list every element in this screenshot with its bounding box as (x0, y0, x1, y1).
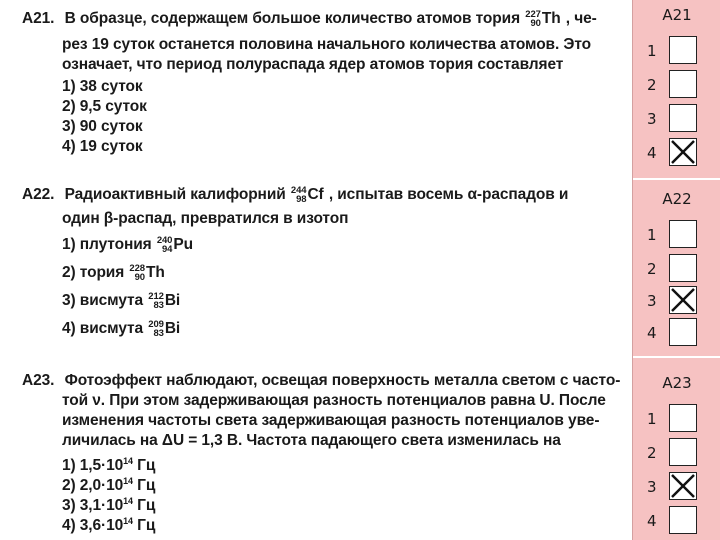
question-text: В образце, содержащем большое количество атомов тория (64, 10, 521, 28)
nuclide-option (129, 264, 164, 282)
question-text: Радиоактивный калифорний (64, 186, 286, 204)
option-number: 1 (647, 410, 657, 428)
nuclide-option (148, 292, 180, 310)
atomic-number: 98 (296, 194, 307, 205)
answer-option (62, 516, 155, 535)
answer-option-a23-3[interactable] (633, 472, 720, 502)
checkbox[interactable] (669, 220, 697, 248)
answer-option-a22-4[interactable] (633, 318, 720, 348)
mass-number: 209 (148, 319, 164, 330)
answer-option-a23-1[interactable] (633, 404, 720, 434)
answer-option-a23-4[interactable] (633, 506, 720, 536)
option-number: 3 (647, 292, 657, 310)
mass-number: 228 (129, 263, 145, 274)
question-a21-line-1 (22, 10, 597, 28)
question-text: Фотоэффект наблюдают, освещая поверхность металла светом с часто- (64, 372, 621, 389)
question-text: один β-распад, превратился в изотоп (62, 210, 349, 227)
checkbox[interactable] (669, 138, 697, 166)
option-number: 4 (647, 324, 657, 342)
question-text: рез 19 суток останется половина начального количества атомов. Это (62, 36, 591, 53)
answer-option-a22-1[interactable] (633, 220, 720, 250)
checkbox[interactable] (669, 104, 697, 132)
element-symbol: Bi (164, 320, 181, 337)
atomic-number: 94 (162, 244, 173, 255)
nuclide-option (148, 320, 180, 338)
option-number: 2 (647, 260, 657, 278)
question-text: изменения частоты света задерживающая разность потенциалов уве- (62, 412, 600, 429)
question-number: А21. (22, 10, 55, 28)
x-mark-icon (670, 473, 696, 499)
question-number: А22. (22, 186, 55, 204)
option-number: 3 (647, 110, 657, 128)
answer-section-title-a21: A21 (662, 6, 692, 24)
answer-option: 4) 19 суток (62, 138, 143, 155)
option-unit: Гц (132, 497, 156, 515)
answer-option (62, 456, 155, 475)
option-exponent: 14 (123, 456, 133, 466)
option-text: 4) 3,6·10 (62, 517, 124, 535)
question-text: той ν. При этом задерживающая разность потенциалов равна U. После (62, 392, 606, 409)
answer-section-title-a22: A22 (662, 190, 692, 208)
nuclide-option (157, 236, 193, 254)
question-text: , испытав восемь α-распадов и (328, 186, 569, 204)
option-exponent: 14 (123, 476, 133, 486)
option-number: 2 (647, 444, 657, 462)
option-exponent: 14 (123, 516, 133, 526)
checkbox[interactable] (669, 254, 697, 282)
checkbox[interactable] (669, 318, 697, 346)
question-number: А23. (22, 372, 55, 389)
atomic-number: 90 (134, 272, 145, 283)
section-divider (633, 178, 720, 180)
answer-option-a21-2[interactable] (633, 70, 720, 100)
atomic-number: 90 (530, 18, 541, 29)
checkbox[interactable] (669, 286, 697, 314)
question-text: означает, что период полураспада ядер атомов тория составляет (62, 56, 564, 73)
answer-option (62, 476, 155, 495)
answer-option (62, 264, 166, 282)
answer-option-a22-3[interactable] (633, 286, 720, 316)
mass-number: 212 (148, 291, 164, 302)
atomic-number: 83 (153, 300, 164, 311)
checkbox[interactable] (669, 70, 697, 98)
nuclide-californium (291, 186, 324, 204)
atomic-number: 83 (153, 328, 164, 339)
answer-option (62, 292, 181, 310)
question-text: личилась на ΔU = 1,3 В. Частота падающего света изменилась на (62, 432, 561, 449)
question-a23-line-1 (22, 372, 620, 390)
option-unit: Гц (132, 477, 156, 495)
option-text: 3) висмута (62, 292, 144, 310)
option-number: 1 (647, 226, 657, 244)
option-number: 1 (647, 42, 657, 60)
answer-option-a22-2[interactable] (633, 254, 720, 284)
option-text: 2) тория (62, 264, 125, 282)
answer-option (62, 236, 194, 254)
element-symbol: Cf (307, 186, 324, 203)
option-number: 4 (647, 512, 657, 530)
answer-option: 2) 9,5 суток (62, 98, 147, 115)
checkbox[interactable] (669, 438, 697, 466)
element-symbol: Bi (164, 292, 181, 309)
answer-option-a21-3[interactable] (633, 104, 720, 134)
option-number: 2 (647, 76, 657, 94)
mass-number: 240 (156, 235, 173, 246)
checkbox[interactable] (669, 36, 697, 64)
option-text: 1) плутония (62, 236, 152, 254)
question-a22-line-1 (22, 186, 568, 204)
answer-section-title-a23: A23 (662, 374, 692, 392)
answer-option: 3) 90 суток (62, 118, 143, 135)
option-number: 3 (647, 478, 657, 496)
option-unit: Гц (132, 457, 156, 475)
option-text: 2) 2,0·10 (62, 477, 124, 495)
mass-number: 244 (290, 185, 307, 196)
answer-option-a23-2[interactable] (633, 438, 720, 468)
answer-option (62, 496, 155, 515)
x-mark-icon (670, 287, 696, 313)
option-text: 4) висмута (62, 320, 144, 338)
mass-number: 227 (525, 9, 541, 20)
answer-option-a21-4[interactable] (633, 138, 720, 168)
x-mark-icon (670, 139, 696, 165)
question-text: , че- (565, 10, 597, 28)
section-divider (633, 356, 720, 358)
element-symbol: Pu (173, 236, 193, 253)
answer-panel (632, 0, 720, 540)
element-symbol: Th (541, 10, 561, 27)
option-number: 4 (647, 144, 657, 162)
answer-option-a21-1[interactable] (633, 36, 720, 66)
option-exponent: 14 (123, 496, 133, 506)
answer-option (62, 320, 181, 338)
option-text: 3) 3,1·10 (62, 497, 124, 515)
checkbox[interactable] (669, 472, 697, 500)
nuclide-thorium (525, 10, 560, 28)
checkbox[interactable] (669, 404, 697, 432)
checkbox[interactable] (669, 506, 697, 534)
option-text: 1) 1,5·10 (62, 457, 124, 475)
answer-option: 1) 38 суток (62, 78, 143, 95)
element-symbol: Th (145, 264, 165, 281)
option-unit: Гц (132, 517, 156, 535)
